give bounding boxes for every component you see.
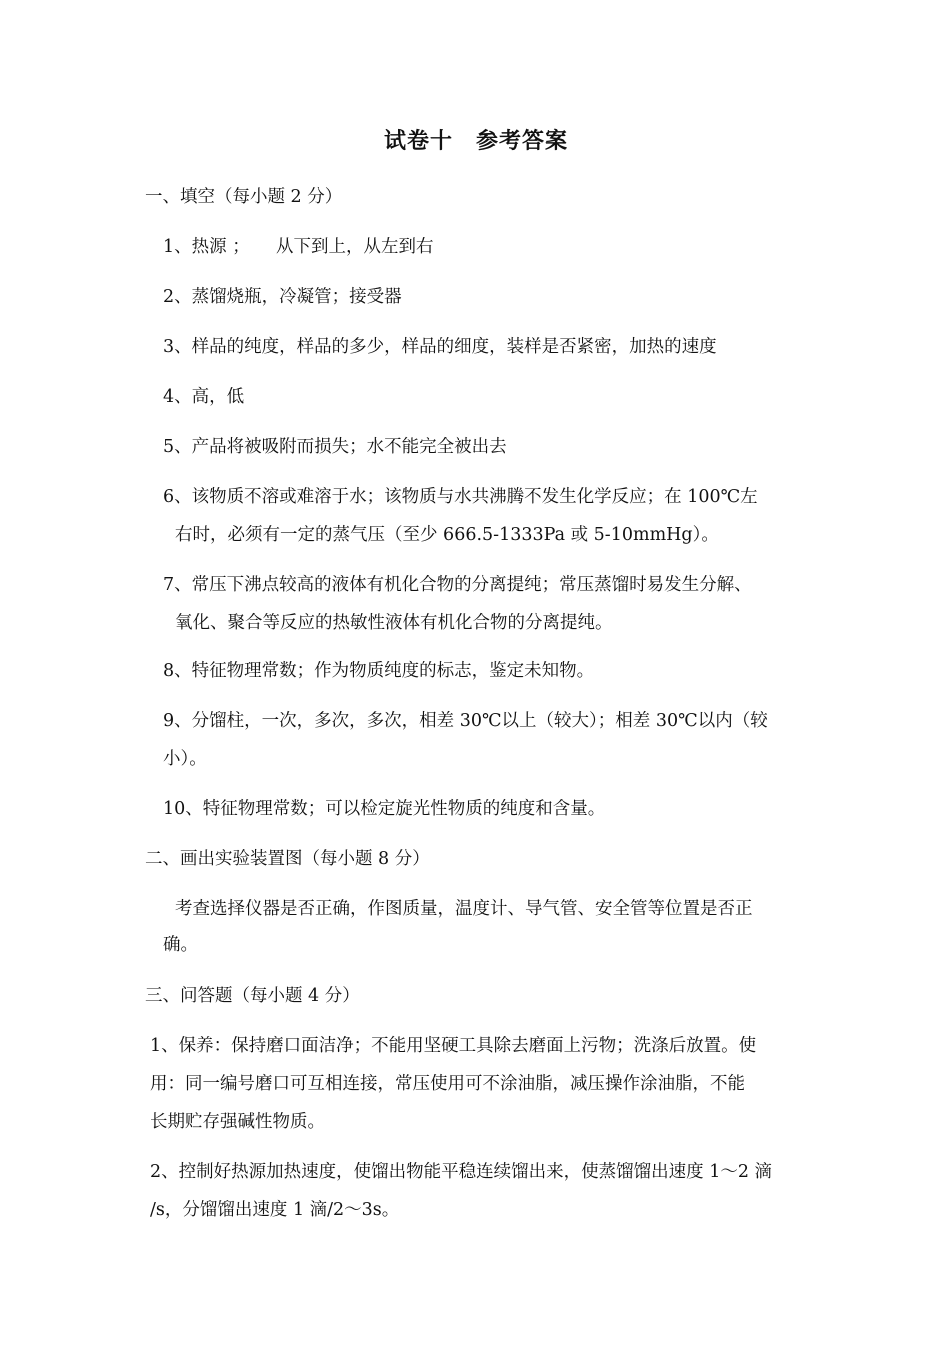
fill-item-7-line-1: 7、常压下沸点较高的液体有机化合物的分离提纯；常压蒸馏时易发生分解、 (163, 575, 752, 595)
section-2-heading: 二、画出实验装置图（每小题 8 分） (145, 849, 430, 869)
fill-item-5: 5、产品将被吸附而损失；水不能完全被出去 (163, 437, 507, 457)
section-2-line-1: 考查选择仪器是否正确，作图质量，温度计、导气管、安全管等位置是否正 (175, 899, 753, 919)
page-title: 试卷十 参考答案 (383, 128, 568, 154)
fill-item-3: 3、样品的纯度，样品的多少，样品的细度，装样是否紧密，加热的速度 (163, 337, 717, 357)
qa-item-1-line-2: 用：同一编号磨口可互相连接，常压使用可不涂油脂，减压操作涂油脂，不能 (150, 1074, 745, 1094)
fill-item-8: 8、特征物理常数；作为物质纯度的标志，鉴定未知物。 (163, 661, 595, 681)
qa-item-2-line-2: /s，分馏馏出速度 1 滴/2～3s。 (150, 1200, 400, 1220)
fill-item-9-line-1: 9、分馏柱，一次，多次，多次，相差 30℃以上（较大）；相差 30℃以内（较 (163, 711, 768, 731)
fill-item-10: 10、特征物理常数；可以检定旋光性物质的纯度和含量。 (163, 799, 606, 819)
fill-item-4: 4、高，低 (163, 387, 245, 407)
section-1-heading: 一、填空（每小题 2 分） (145, 187, 343, 207)
fill-item-1: 1、热源 ； 从下到上，从左到右 (163, 237, 434, 257)
section-2-line-2: 确。 (163, 935, 198, 955)
fill-item-6-line-1: 6、该物质不溶或难溶于水；该物质与水共沸腾不发生化学反应；在 100℃左 (163, 487, 758, 507)
qa-item-2-line-1: 2、控制好热源加热速度，使馏出物能平稳连续馏出来，使蒸馏馏出速度 1～2 滴 (150, 1162, 773, 1182)
fill-item-6-line-2: 右时，必须有一定的蒸气压（至少 666.5-1333Pa 或 5-10mmHg）。 (175, 525, 719, 545)
section-3-heading: 三、问答题（每小题 4 分） (145, 986, 360, 1006)
fill-item-9-line-2: 小）。 (163, 749, 207, 769)
qa-item-1-line-3: 长期贮存强碱性物质。 (150, 1112, 325, 1132)
fill-item-7-line-2: 氧化、聚合等反应的热敏性液体有机化合物的分离提纯。 (175, 613, 613, 633)
fill-item-2: 2、蒸馏烧瓶，冷凝管；接受器 (163, 287, 402, 307)
qa-item-1-line-1: 1、保养：保持磨口面洁净；不能用坚硬工具除去磨面上污物；洗涤后放置。使 (150, 1036, 757, 1056)
